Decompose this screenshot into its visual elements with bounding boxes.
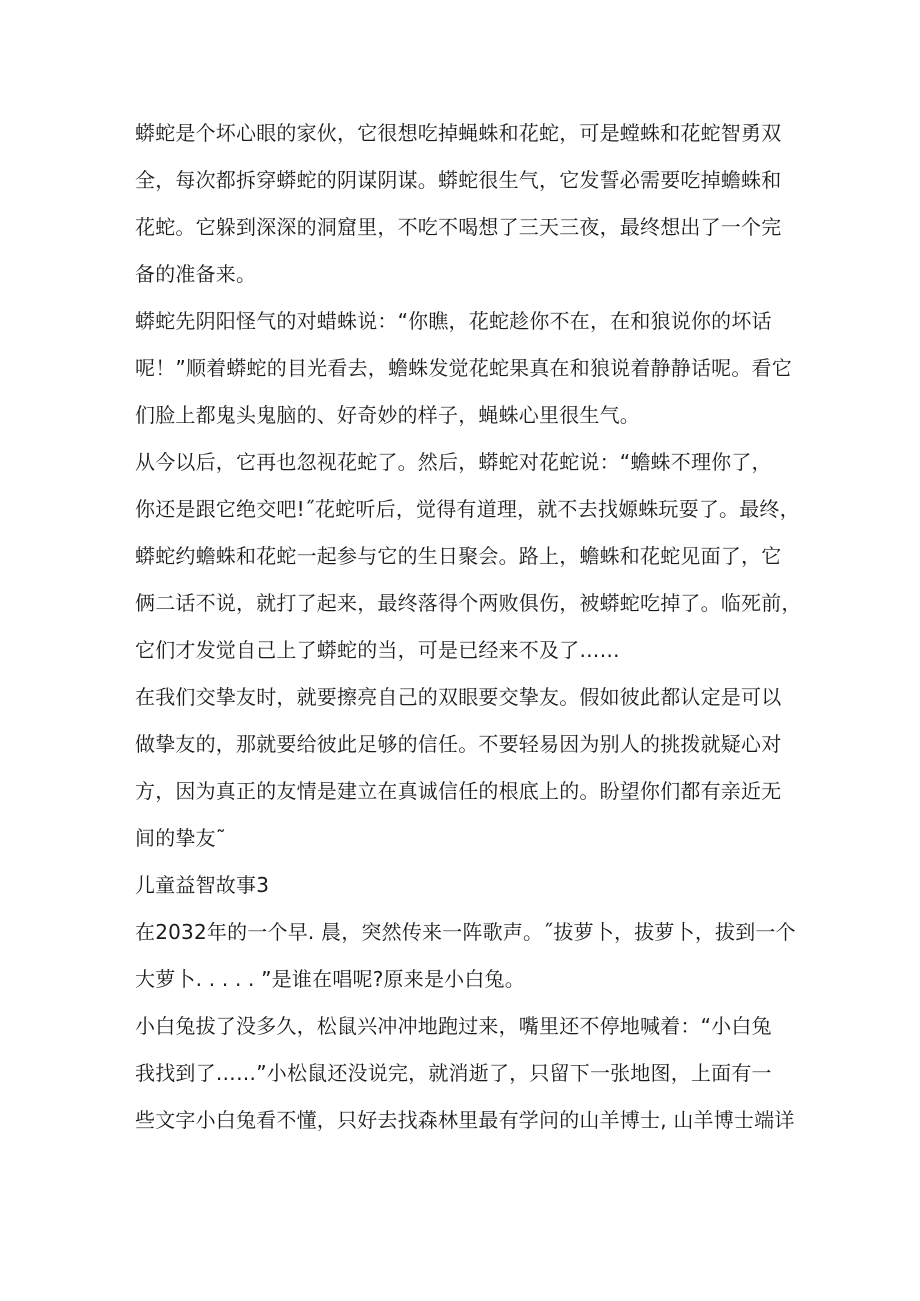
text-line: 呢！”顺着蟒蛇的目光看去，蟾蛛发觉花蛇果真在和狼说着静静话呢。看它 xyxy=(135,356,792,380)
document-body xyxy=(135,110,802,1144)
text-line: 在我们交挚友时，就要擦亮自己的双眼要交挚友。假如彼此都认定是可以 xyxy=(135,685,782,709)
text-line: 备的准备来。 xyxy=(135,262,257,286)
text-line: 方，因为真正的友情是建立在真诚信任的根底上的。盼望你们都有亲近无 xyxy=(135,779,782,803)
text-line: 做挚友的，那就要给彼此足够的信任。不要轻易因为别人的挑拨就疑心对 xyxy=(135,732,782,756)
text-line: 我找到了……”小松鼠还没说完，就消逝了，只留下一张地图，上面有一 xyxy=(135,1061,772,1085)
text-line: 蟒蛇先阴阳怪气的对蜡蛛说：“你瞧，花蛇趁你不在，在和狼说你的坏话 xyxy=(135,309,772,333)
text-line: 全，每次都拆穿蟒蛇的阴谋阴谋。蟒蛇很生气，它发誓必需要吃掉蟾蛛和 xyxy=(135,168,782,192)
text-line: 它们才发觉自己上了蟒蛇的当，可是已经来不及了…… xyxy=(135,638,620,662)
text-line: 从今以后，它再也忽视花蛇了。然后，蟒蛇对花蛇说：“蟾蛛不理你了， xyxy=(135,450,772,474)
text-line: 蟒蛇是个坏心眼的家伙，它很想吃掉蝇蛛和花蛇，可是螳蛛和花蛇智勇双 xyxy=(135,121,782,145)
text-line: 小白兔拔了没多久，松鼠兴冲冲地跑过来，嘴里还不停地喊着：“小白兔 xyxy=(135,1014,772,1038)
text-line: 俩二话不说，就打了起来，最终落得个两败俱伤，被蟒蛇吃掉了。临死前， xyxy=(135,591,802,615)
section-heading: 儿童益智故事3 xyxy=(135,873,270,897)
text-line: 们脸上都鬼头鬼脑的、好奇妙的样子，蝇蛛心里很生气。 xyxy=(135,403,640,427)
text-line: 蟒蛇约蟾蛛和花蛇一起参与它的生日聚会。路上，蟾蛛和花蛇见面了，它 xyxy=(135,544,782,568)
text-line: 在2032年的一个早. 晨，突然传来一阵歌声。˝拔萝卜，拔萝卜，拔到一个 xyxy=(135,920,796,944)
text-line: 间的挚友˜ xyxy=(135,826,226,850)
text-line: 些文字小白兔看不懂，只好去找森林里最有学问的山羊博士, 山羊博士端详 xyxy=(135,1108,795,1132)
text-line: 花蛇。它躲到深深的洞窟里，不吃不喝想了三天三夜，最终想出了一个完 xyxy=(135,215,782,239)
text-line: 你还是跟它绝交吧!˝花蛇听后，觉得有道理，就不去找嫄蛛玩耍了。最终， xyxy=(135,497,800,521)
text-line: 大萝卜. . . . . ”是谁在唱呢?原来是小白兔。 xyxy=(135,967,525,991)
